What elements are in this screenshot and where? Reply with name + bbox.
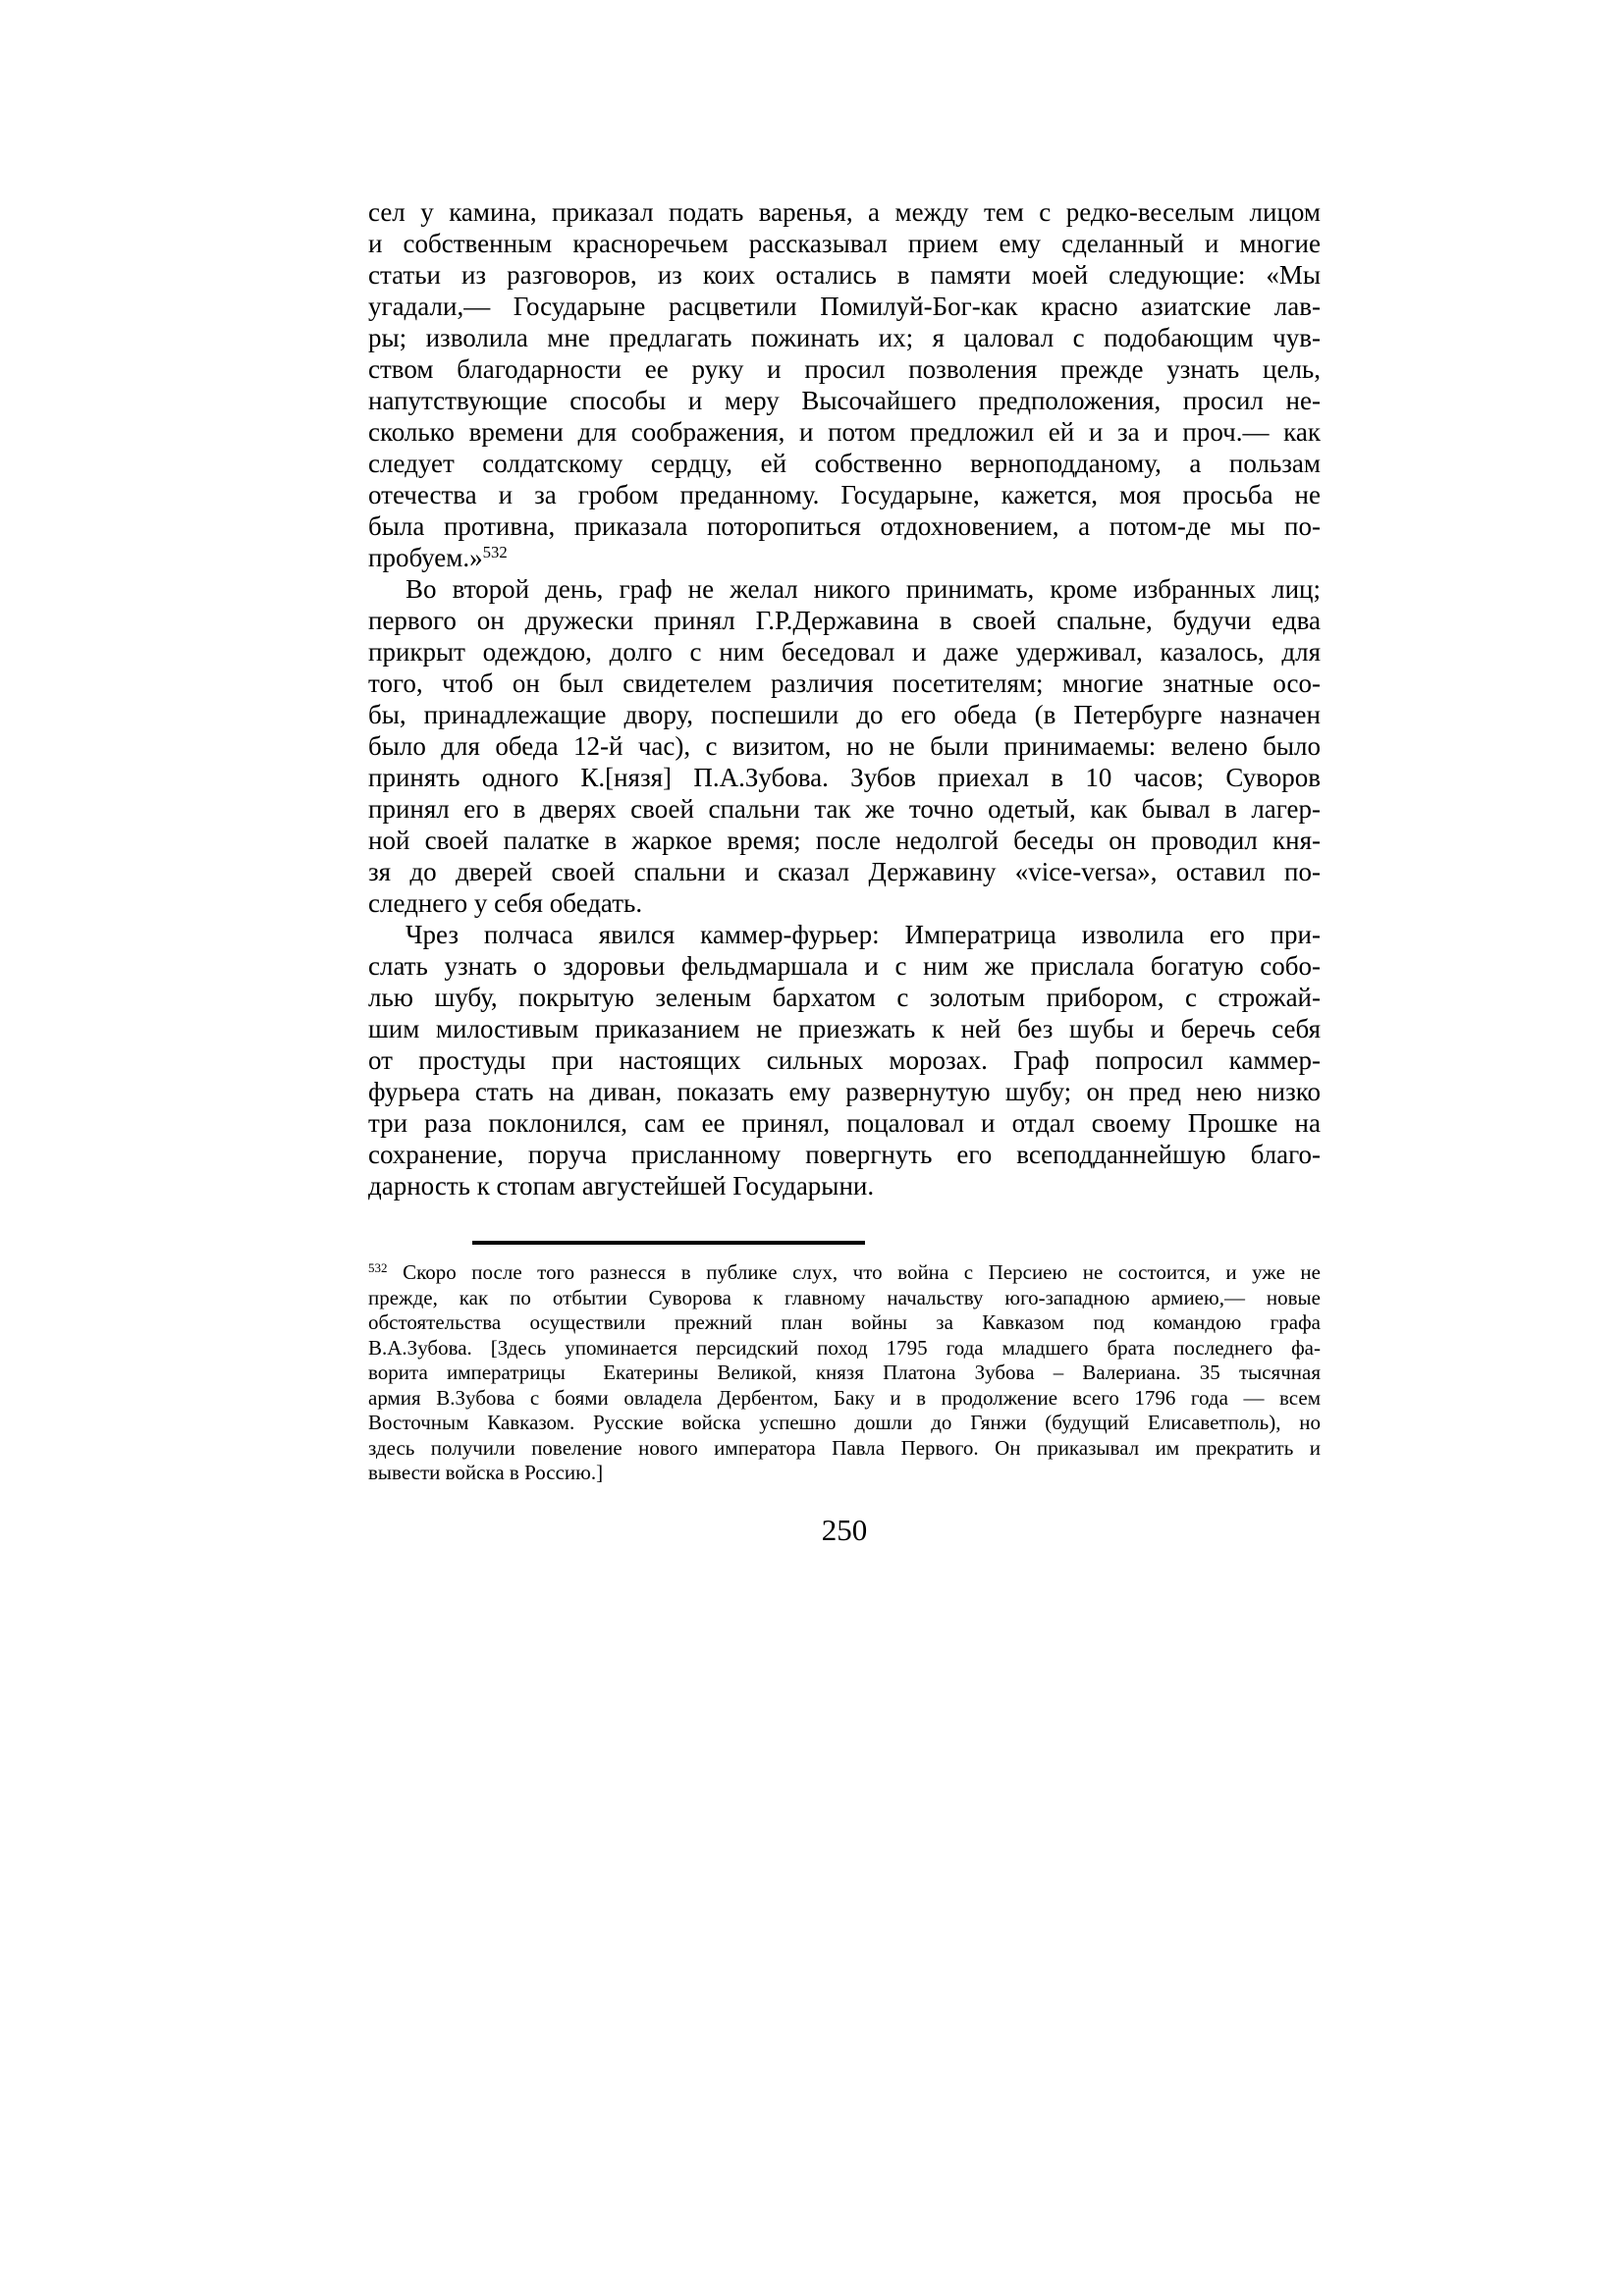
text-line: статьи из разговоров, из коих остались в памяти моей следующие: «Мы [368,260,1321,290]
text-line: $^{532}$ Скоро после того разнесся в публике слух, что война с Персиею не состоится, и уже не [368,1259,1321,1284]
text-line: ством благодарности ее руку и просил позволения прежде узнать цель, [368,354,1321,384]
text-line: слать узнать о здоровьи фельдмаршала и с ним же прислала богатую собо- [368,951,1321,981]
text-line: лью шубу, покрытую зеленым бархатом с золотым прибором, с строжай- [368,983,1321,1012]
text-line: первого он дружески принял Г.Р.Державина в своей спальне, будучи едва [368,606,1321,635]
text-line: сохранение, поруча присланному повергнуть его всеподданнейшую благо- [368,1140,1321,1169]
footnote [368,1260,1321,1486]
text-line: прикрыт одеждою, долго с ним беседовал и даже удерживал, казалось, для [368,637,1321,667]
text-line: угадали,— Государыне расцветили Помилуй-Бог-как красно азиатские лав- [368,292,1321,321]
text-line: напутствующие способы и меру Высочайшего предположения, просил не- [368,386,1321,415]
text-line: прежде, как по отбытии Суворова к главному начальству юго-западною армиею,— новые [368,1285,1321,1309]
text-line: зя до дверей своей спальни и сказал Державину «vice-versa», оставил по- [368,857,1321,886]
text-block [368,196,1321,1548]
text-line: бы, принадлежащие двору, поспешили до его обеда (в Петербурге назначен [368,700,1321,729]
text-line: Восточным Кавказом. Русские войска успешно дошли до Гянжи (будущий Елисаветполь), но [368,1411,1321,1434]
text-line: и собственным красноречьем рассказывал прием ему сделанный и многие [368,229,1321,258]
text-line: три раза поклонился, сам ее принял, поцаловал и отдал своему Прошке на [368,1108,1321,1138]
text-line: Во второй день, граф не желал никого принимать, кроме избранных лиц; [406,574,1321,604]
footnote-separator [472,1241,865,1245]
text-line: обстоятельства осуществили прежний план войны за Кавказом под командою графа [368,1310,1321,1334]
paragraph-2 [368,573,1321,919]
text-line: принять одного К.[нязя] П.А.Зубова. Зубов приехал в 10 часов; Суворов [368,763,1321,792]
footnote-marker: 532 [482,542,508,561]
text-line: следнего у себя обедать. [368,888,643,918]
text-line: принял его в дверях своей спальни так же точно одетый, как бывал в лагер- [368,794,1321,824]
page-number: 250 [821,1512,868,1547]
text-line: ворита императрицы Екатерины Великой, князя Платона Зубова – Валериана. 35 тысячная [368,1361,1321,1384]
text-line: следует солдатскому сердцу, ей собственно верноподданому, а пользам [368,449,1321,478]
text-line: того, чтоб он был свидетелем различия посетителям; многие знатные осо- [368,668,1321,698]
text-line: здесь получили повеление нового императора Павла Первого. Он приказывал им прекратить и [368,1435,1321,1460]
text-line: фурьера стать на диван, показать ему развернутую шубу; он пред нею низко [368,1077,1321,1106]
text-line: вывести войска в Россию.] [368,1461,604,1484]
text-line: Чрез полчаса явился каммер-фурьер: Императрица изволила его при- [406,920,1321,949]
text-line: ной своей палатке в жаркое время; после недолгой беседы он проводил кня- [368,826,1321,855]
text-line: была противна, приказала поторопиться отдохновением, а потом-де мы по- [368,511,1321,541]
paragraph-1 [368,196,1321,573]
text-line: сел у камина, приказал подать варенья, а между тем с редко-веселым лицом [368,197,1321,227]
text-line: дарность к стопам августейшей Государыни. [368,1171,875,1201]
text-line: ры; изволила мне предлагать пожинать их; я цаловал с подобающим чув- [368,323,1321,352]
footnote-marker: 532 [368,1259,388,1275]
text-line: от простуды при настоящих сильных морозах. Граф попросил каммер- [368,1045,1321,1075]
text-line: отечества и за гробом преданному. Государыне, кажется, моя просьба не [368,480,1321,509]
text-line: было для обеда 12-й час), с визитом, но не были принимаемы: велено было [368,731,1321,761]
text-line: армия В.Зубова с боями овладела Дербентом, Баку и в продолжение всего 1796 года — всем [368,1385,1321,1410]
text-line: В.А.Зубова. [Здесь упоминается персидский поход 1795 года младшего брата последнего фа- [368,1335,1321,1360]
text-line: шим милостивым приказанием не приезжать к ней без шубы и беречь себя [368,1014,1321,1043]
text-line: пробуем.»$^{532}$ [368,542,508,572]
text-line: сколько времени для соображения, и потом предложил ей и за и проч.— как [368,417,1321,447]
paragraph-3 [368,919,1321,1201]
